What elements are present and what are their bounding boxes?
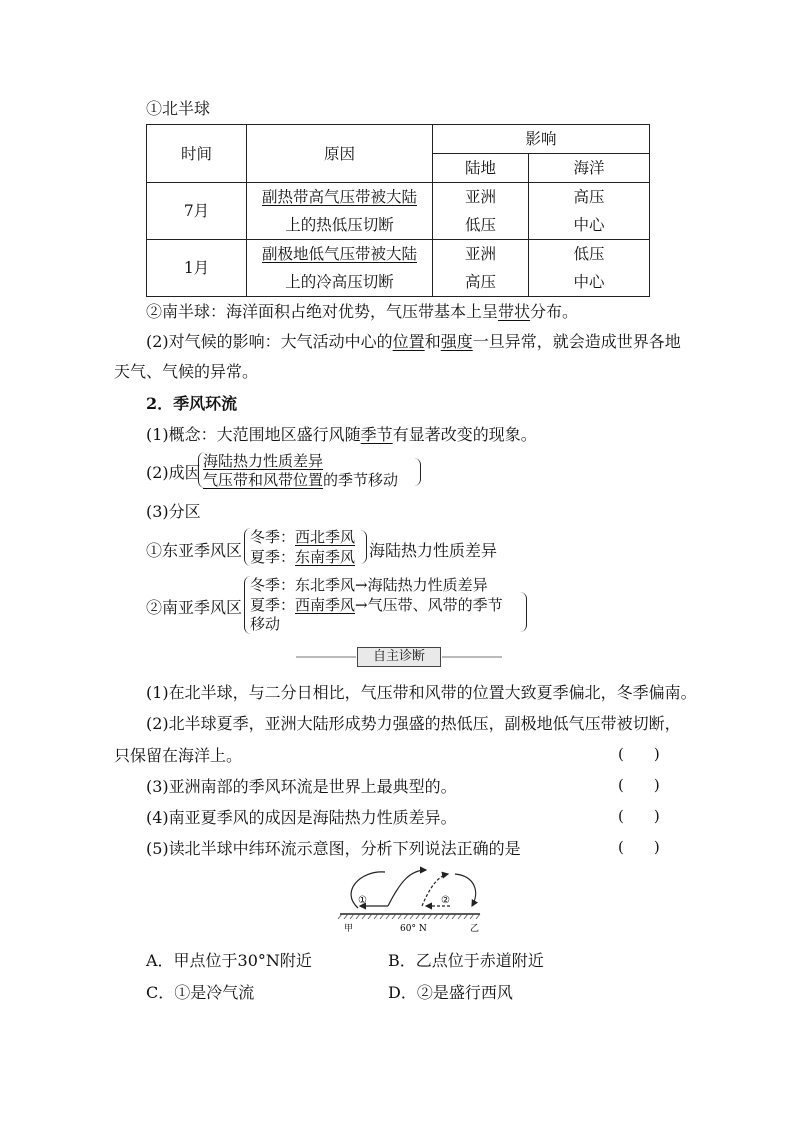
pressure-center-table xyxy=(146,124,650,297)
concept-text: (1)概念：大范围地区盛行风随季节有显著改变的现象。 xyxy=(146,425,537,444)
option-b[interactable]: B．乙点位于赤道附近 xyxy=(388,951,544,970)
table-row xyxy=(147,240,650,297)
south-hemisphere-text: ②南半球：海洋面积占绝对优势，气压带基本上呈带状分布。 xyxy=(146,302,579,321)
row-ocean xyxy=(529,183,650,240)
cause-line1: 海陆热力性质差异 xyxy=(203,452,324,470)
section-heading-north: ①北半球 xyxy=(146,99,211,118)
east-asia-winter: 冬季：西北季风 xyxy=(250,528,356,546)
east-asia-cause: 海陆热力性质差异 xyxy=(369,541,498,560)
land-line2: 高压 xyxy=(464,273,496,291)
answer-bracket[interactable]: ( ) xyxy=(618,807,660,825)
reason-line1: 副极地低气压带被大陆 xyxy=(261,245,417,263)
reason-line1: 副热带高气压带被大陆 xyxy=(261,188,417,206)
land-line1: 亚洲 xyxy=(464,188,496,206)
land-line2: 低压 xyxy=(464,216,496,234)
answer-bracket[interactable]: ( ) xyxy=(618,745,660,763)
cell2-arc-right xyxy=(455,874,476,906)
zone-heading: (3)分区 xyxy=(146,502,201,521)
row-land xyxy=(433,183,529,240)
east-asia-right-brace xyxy=(360,530,367,564)
question-5: (5)读北半球中纬环流示意图，分析下列说法正确的是 xyxy=(146,839,521,858)
label-60n: 60° N xyxy=(400,924,427,934)
question-2-line1: (2)北半球夏季，亚洲大陆形成势力强盛的热低压，副极地低气压带被切断， xyxy=(146,714,681,733)
header-ocean: 海洋 xyxy=(529,154,650,183)
ocean-line2: 中心 xyxy=(573,273,605,291)
question-1: (1)在北半球，与二分日相比，气压带和风带的位置大致夏季偏北，冬季偏南。 xyxy=(146,683,697,702)
climate-influence-text: (2)对气候的影响：大气活动中心的位置和强度一旦异常，就会造成世界各地 xyxy=(146,332,681,351)
south-asia-summer: 夏季：西南季风→气压带、风带的季节 xyxy=(250,596,503,614)
question-3: (3)亚洲南部的季风环流是世界上最典型的。 xyxy=(146,777,457,796)
cause-line2: 气压带和风带位置的季节移动 xyxy=(203,471,399,489)
self-diagnosis-badge: 自主诊断 xyxy=(357,647,441,667)
reason-line2: 上的热低压切断 xyxy=(285,216,394,234)
header-land: 陆地 xyxy=(433,154,529,183)
question-2-line2: 只保留在海洋上。 xyxy=(114,746,243,765)
answer-bracket[interactable]: ( ) xyxy=(618,838,660,856)
label-cell2: ② xyxy=(441,895,450,906)
land-line1: 亚洲 xyxy=(464,245,496,263)
monsoon-heading: 2．季风环流 xyxy=(146,394,238,413)
cause-right-brace xyxy=(414,458,421,486)
row-reason xyxy=(247,240,433,297)
option-c[interactable]: C．①是冷气流 xyxy=(146,983,255,1002)
east-asia-summer: 夏季：东南季风 xyxy=(250,548,356,566)
south-asia-winter: 冬季：东北季风→海陆热力性质差异 xyxy=(250,576,488,594)
label-jia: 甲 xyxy=(344,924,354,934)
row-reason xyxy=(247,183,433,240)
answer-bracket[interactable]: ( ) xyxy=(618,776,660,794)
header-influence: 影响 xyxy=(433,125,650,154)
ocean-line1: 高压 xyxy=(573,188,605,206)
cell1-arc-left xyxy=(351,872,385,908)
header-time: 时间 xyxy=(147,125,247,183)
option-d[interactable]: D．②是盛行西风 xyxy=(388,983,513,1002)
option-a[interactable]: A．甲点位于30°N附近 xyxy=(146,951,312,970)
south-asia-right-brace xyxy=(520,592,527,632)
label-yi: 乙 xyxy=(470,924,480,934)
reason-line2: 上的冷高压切断 xyxy=(285,273,394,291)
climate-influence-line2: 天气、气候的异常。 xyxy=(114,362,259,381)
row-ocean xyxy=(529,240,650,297)
header-reason: 原因 xyxy=(247,125,433,183)
ocean-line2: 中心 xyxy=(573,216,605,234)
cell1-arc-rising xyxy=(388,870,426,906)
table-row xyxy=(147,183,650,240)
circulation-diagram xyxy=(330,862,490,940)
south-asia-label: ②南亚季风区 xyxy=(146,598,243,617)
label-cell1: ① xyxy=(358,895,367,906)
ocean-line1: 低压 xyxy=(573,245,605,263)
south-asia-line3: 移动 xyxy=(250,615,281,633)
cause-label: (2)成因 xyxy=(146,463,201,482)
east-asia-label: ①东亚季风区 xyxy=(146,541,243,560)
row-time: 7月 xyxy=(147,183,247,240)
question-4: (4)南亚夏季风的成因是海陆热力性质差异。 xyxy=(146,808,457,827)
row-time: 1月 xyxy=(147,240,247,297)
row-land xyxy=(433,240,529,297)
